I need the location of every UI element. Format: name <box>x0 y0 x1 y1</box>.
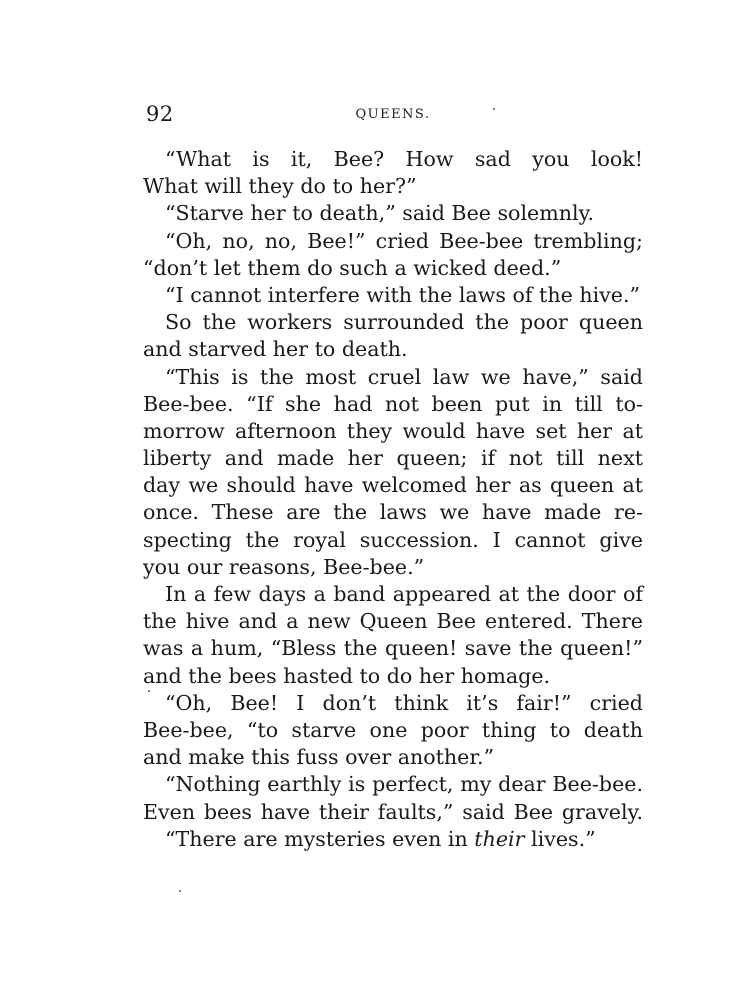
text-line: “Nothing earthly is perfect, my dear Bee-bee. <box>165 772 643 797</box>
text-segment: “There are mysteries even in <box>165 826 475 851</box>
paper-speck <box>493 108 495 110</box>
text-line: day we should have welcomed her as queen at <box>143 473 643 498</box>
text-line: and make this fuss over another.” <box>143 745 495 770</box>
running-head: QUEENS. <box>355 107 431 122</box>
text-line: was a hum, “Bless the queen! save the queen!” <box>143 636 643 661</box>
text-line: “This is the most cruel law we have,” said <box>165 364 643 389</box>
text-line: and starved her to death. <box>143 337 408 362</box>
text-line: So the workers surrounded the poor queen <box>165 310 643 335</box>
page-number: 92 <box>146 102 174 126</box>
text-line: liberty and made her queen; if not till next <box>143 446 643 471</box>
text-line: “Oh, Bee! I don’t think it’s fair!” cried <box>165 690 643 715</box>
text-segment: lives.” <box>524 826 596 851</box>
text-line: Even bees have their faults,” said Bee gravely. <box>143 799 643 824</box>
paper-speck <box>148 690 150 692</box>
text-line: “Starve her to death,” said Bee solemnly. <box>165 201 595 226</box>
text-line: Bee-bee. “If she had not been put in till to- <box>143 391 643 416</box>
paper-speck <box>179 890 181 892</box>
text-line: morrow afternoon they would have set her at <box>143 418 643 443</box>
text-line: the hive and a new Queen Bee entered. There <box>143 609 643 634</box>
text-line: “What is it, Bee? How sad you look! <box>165 147 643 171</box>
text-line: “I cannot interfere with the laws of the hive.” <box>165 282 641 307</box>
text-line: What will they do to her?” <box>143 174 417 199</box>
text-line: once. These are the laws we have made re- <box>143 500 643 525</box>
text-line: you our reasons, Bee-bee.” <box>143 554 425 579</box>
text-line: specting the royal succession. I cannot give <box>143 527 643 552</box>
text-line: “don’t let them do such a wicked deed.” <box>143 255 562 280</box>
text-line: and the bees hasted to do her homage. <box>143 663 551 688</box>
body-text <box>143 146 643 853</box>
italic-word: their <box>474 826 525 851</box>
text-line: “Oh, no, no, Bee!” cried Bee-bee trembling; <box>165 228 643 253</box>
text-line-last <box>143 826 643 853</box>
text-line: Bee-bee, “to starve one poor thing to death <box>143 717 643 742</box>
text-line: In a few days a band appeared at the door of <box>165 582 643 606</box>
page-header <box>146 102 640 132</box>
